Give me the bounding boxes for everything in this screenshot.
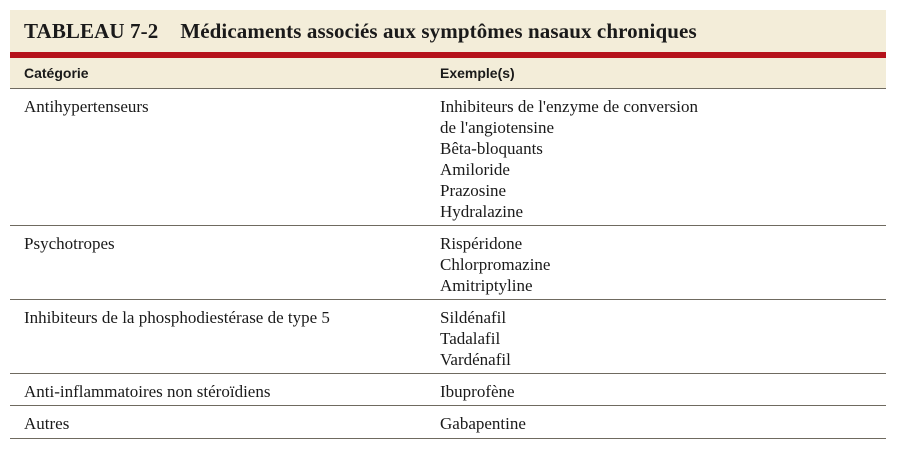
table-row: [10, 300, 886, 374]
example-item: Amitriptyline: [440, 276, 533, 295]
row-examples: [440, 96, 698, 222]
row-examples: [440, 381, 515, 402]
table-row: [10, 374, 886, 406]
table-row: [10, 406, 886, 439]
example-item: de l'angiotensine: [440, 118, 555, 137]
row-examples: [440, 233, 550, 296]
row-category: Psychotropes: [24, 234, 115, 253]
header-category: Catégorie: [24, 65, 89, 81]
row-category: Inhibiteurs de la phosphodiestérase de type 5: [24, 308, 330, 327]
example-item: Bêta-bloquants: [440, 139, 543, 158]
row-examples: [440, 307, 511, 370]
table-row: [10, 226, 886, 300]
drug-table: [10, 10, 886, 439]
table-title: [10, 10, 886, 52]
example-item: Ibuprofène: [440, 382, 515, 401]
table-number: TABLEAU 7-2: [24, 18, 159, 43]
example-item: Chlorpromazine: [440, 255, 551, 274]
example-item: Sildénafil: [440, 308, 507, 327]
example-item: Vardénafil: [440, 350, 511, 369]
example-item: Inhibiteurs de l'enzyme de conversion: [440, 97, 698, 116]
example-item: Rispéridone: [440, 234, 523, 253]
row-examples: [440, 413, 526, 434]
row-category: Anti-inflammatoires non stéroïdiens: [24, 382, 271, 401]
example-item: Hydralazine: [440, 202, 524, 221]
row-category: Autres: [24, 414, 70, 433]
example-item: Amiloride: [440, 160, 510, 179]
example-item: Tadalafil: [440, 329, 501, 348]
example-item: Gabapentine: [440, 414, 526, 433]
table-row: [10, 89, 886, 226]
header-examples: Exemple(s): [440, 65, 515, 81]
example-item: Prazosine: [440, 181, 507, 200]
header-row: [10, 58, 886, 89]
table-caption: Médicaments associés aux symptômes nasaux chroniques: [180, 18, 697, 43]
row-category: Antihypertenseurs: [24, 97, 149, 116]
